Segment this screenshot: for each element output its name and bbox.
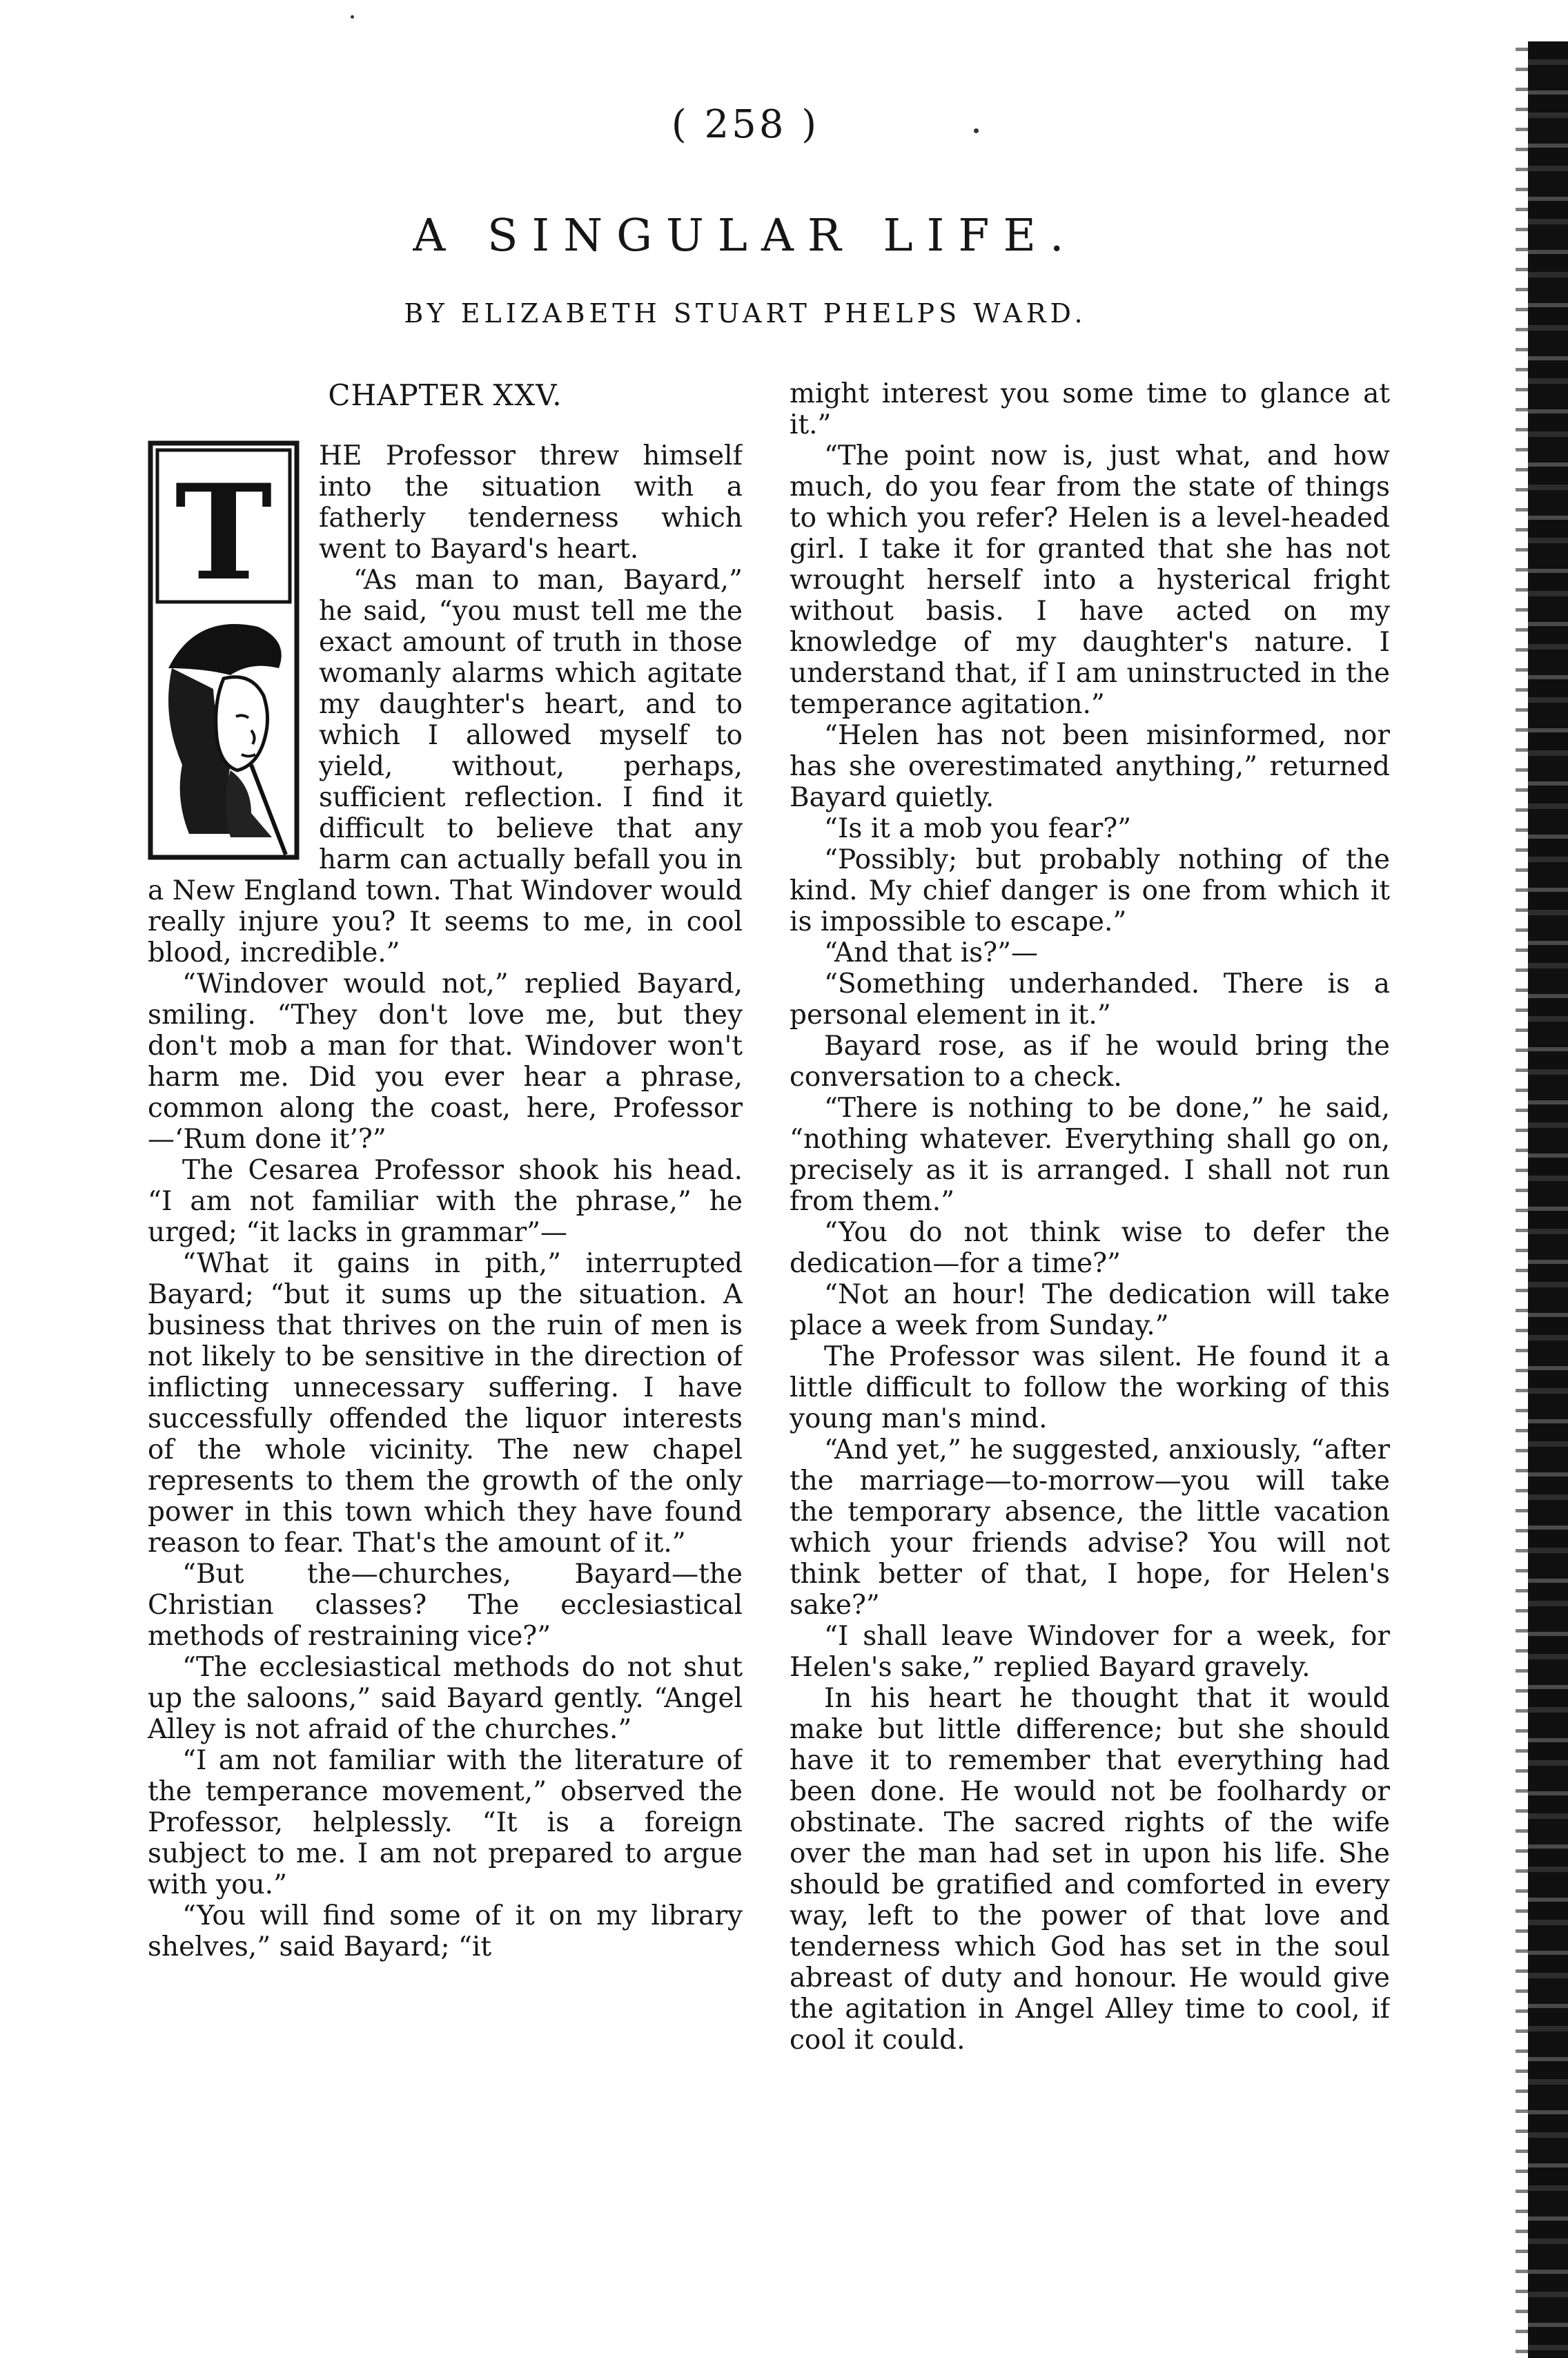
- paragraph: “You will find some of it on my library shelves,” said Bayard; “it: [148, 1900, 743, 1962]
- paragraph: Bayard rose, as if he would bring the conversation to a check.: [790, 1031, 1390, 1093]
- paragraph: “Is it a mob you fear?”: [824, 813, 1132, 844]
- left-column: [148, 378, 743, 2283]
- paragraph: “What it gains in pith,” interrupted Bayard; “but it sums up the situation. A business that thrives on the ruin of men is not likely to be sensitive in the direction of inflicting unnecessary suffering. I have successfully offended the liquor interests of the whole vicinity. The new chapel represents to them the growth of the only power in this town which they have found reason to fear. That's the amount of it.”: [148, 1248, 743, 1559]
- paragraph: “Windover would not,” replied Bayard, smiling. “They don't love me, but they don't mob a man for that. Windover won't harm me. Did you ever hear a phrase, common along the coast, here, Professor—‘Rum done it’?”: [148, 968, 743, 1155]
- paragraph: HE Professor threw himself into the situation with a fatherly tenderness which went to Bayard's heart.: [319, 440, 743, 565]
- page-edge-shadow: [1528, 41, 1568, 2358]
- article-title: A SINGULAR LIFE.: [413, 210, 1078, 262]
- paragraph: “Possibly; but probably nothing of the kind. My chief danger is one from which it is impossible to escape.”: [790, 844, 1390, 937]
- paragraph: “And that is?”—: [824, 937, 1039, 968]
- paragraph: “The ecclesiastical methods do not shut up the saloons,” said Bayard gently. “Angel Alley is not afraid of the churches.”: [148, 1652, 743, 1745]
- page-number: ( 258 ): [671, 102, 820, 147]
- paragraph: The Cesarea Professor shook his head. “I am not familiar with the phrase,” he urged; “it lacks in grammar”—: [148, 1155, 743, 1248]
- chapter-heading: CHAPTER XXV.: [328, 378, 562, 412]
- paragraph: In his heart he thought that it would make but little difference; but she should have it to remember that everything had been done. He would not be foolhardy or obstinate. The sacred rights of the wife over the man had set in upon his life. She should be gratified and comforted in every way, left to the power of that love and tenderness which God has set in the soul abreast of duty and honour. He would give the agitation in Angel Alley time to cool, if cool it could.: [790, 1683, 1390, 2056]
- paragraph: “There is nothing to be done,” he said, “nothing whatever. Everything shall go on, precisely as it is arranged. I shall not run from them.”: [790, 1093, 1390, 1217]
- paragraph: “I am not familiar with the literature of the temperance movement,” observed the Professor, helplessly. “It is a foreign subject to me. I am not prepared to argue with you.”: [148, 1745, 743, 1900]
- paragraph: “Not an hour! The dedication will take place a week from Sunday.”: [790, 1279, 1390, 1341]
- paragraph: “The point now is, just what, and how much, do you fear from the state of things to which you refer? Helen is a level-headed girl. I take it for granted that she has not wrought herself into a hysterical fright without basis. I have acted on my knowledge of my daughter's nature. I understand that, if I am uninstructed in the temperance agitation.”: [790, 440, 1390, 720]
- paragraph: “Something underhanded. There is a personal element in it.”: [790, 968, 1390, 1031]
- drop-cap-letter: T: [175, 456, 273, 610]
- woman-portrait-illustration-icon: [148, 440, 300, 860]
- paragraph: “Helen has not been misinformed, nor has she overestimated anything,” returned Bayard quietly.: [790, 720, 1390, 813]
- paragraph: “You do not think wise to defer the dedication—for a time?”: [790, 1217, 1390, 1279]
- paragraph: “As man to man, Bayard,” he said, “you must tell me the exact amount of truth in those womanly alarms which agitate my daughter's heart, and to which I allowed myself to yield, without, perhaps, sufficient reflection. I find it difficult to believe that any harm can actually befall you in a New England town. That Windover would really injure you? It seems to me, in cool blood, incredible.”: [148, 565, 743, 968]
- paragraph: The Professor was silent. He found it a little difficult to follow the working of this young man's mind.: [790, 1341, 1390, 1434]
- paragraph: might interest you some time to glance at it.”: [790, 378, 1390, 440]
- paragraph: “I shall leave Windover for a week, for Helen's sake,” replied Bayard gravely.: [790, 1621, 1390, 1683]
- right-column: [790, 378, 1390, 2283]
- drop-cap-illustration: [148, 440, 300, 860]
- author-byline: BY ELIZABETH STUART PHELPS WARD.: [404, 298, 1087, 329]
- paragraph: “And yet,” he suggested, anxiously, “after the marriage—to-morrow—you will take the temporary absence, the little vacation which your friends advise? You will not think better of that, I hope, for Helen's sake?”: [790, 1434, 1390, 1621]
- print-speck: [351, 15, 354, 19]
- paragraph: “But the—churches, Bayard—the Christian classes? The ecclesiastical methods of restraining vice?”: [148, 1559, 743, 1652]
